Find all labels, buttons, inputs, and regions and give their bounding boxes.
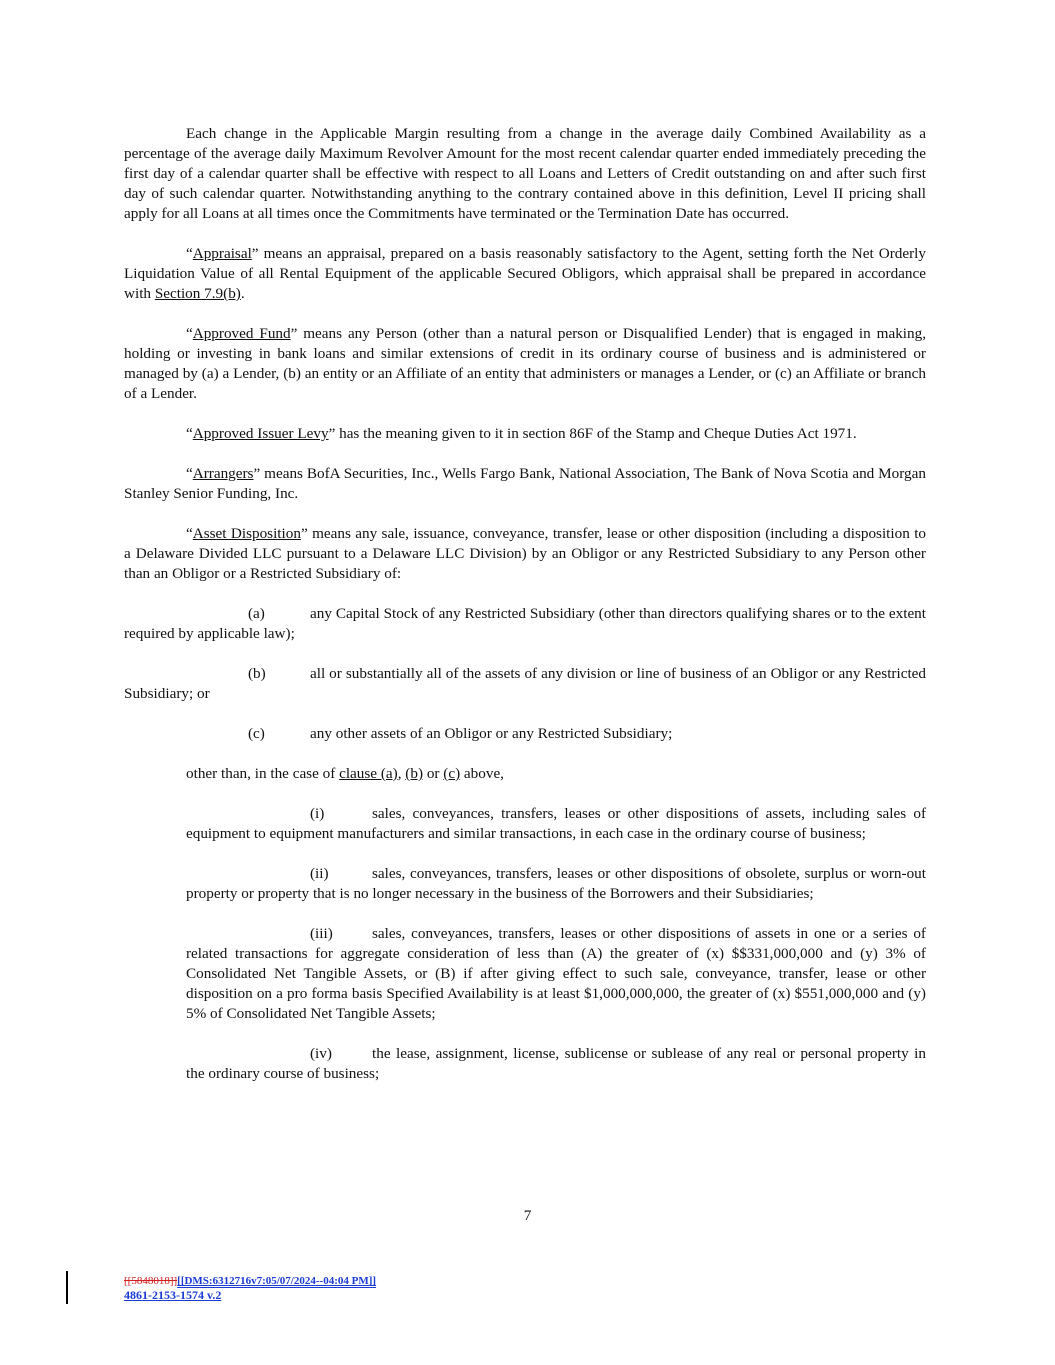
footer-doc-number: 4861-2153-1574 v.2 (124, 1288, 222, 1302)
clause-reference-c: (c) (443, 765, 461, 782)
exception-iii: (iii) sales, conveyances, transfers, leases or other dispositions of assets in one or a series of related transactions for aggregate consideration of less than (A) the greater of (x) $$331,000,000 and (y) 3% of Consolidated Net Tangible Assets, or (B) if after giving effect to such sale, conveyance, transfer, lease or other disposition on a pro forma basis Specified Availability is at least $1,000,000,000, the greater of (x) $551,000,000 and (y) 5% of Consolidated Net Tangible Assets; (186, 925, 926, 1022)
inserted-doc-id: [[DMS:6312716v7:05/07/2024--04:04 PM]] (177, 1275, 377, 1287)
clause-reference-b: (b) (405, 765, 424, 782)
change-bar (66, 1271, 68, 1304)
exceptions-block (186, 764, 926, 1084)
clause-label: (a) (248, 605, 265, 622)
clause-b: (b) all or substantially all of the assets of any division or line of business of an Obligor or any Restricted Subsidiary; or (124, 665, 926, 702)
page-number: 7 (523, 1207, 532, 1224)
section-reference: Section 7.9(b) (154, 285, 241, 302)
exception-ii: (ii) sales, conveyances, transfers, leases or other dispositions of obsolete, surplus or worn-out property or property that is no longer necessary in the business of the Borrowers and their Subsidiaries; (186, 865, 926, 902)
exception-iv: (iv) the lease, assignment, license, sublicense or sublease of any real or personal property in the ordinary course of business; (186, 1045, 926, 1082)
clause-c: (c) any other assets of an Obligor or any Restricted Subsidiary; (248, 725, 673, 742)
term-appraisal: Appraisal (192, 245, 252, 262)
term-asset-disposition: Asset Disposition (192, 525, 301, 542)
exception-label: (ii) (310, 865, 329, 882)
exception-label: (i) (310, 805, 325, 822)
clause-a: (a) any Capital Stock of any Restricted Subsidiary (other than directors qualifying shares or to the extent required by applicable law); (124, 605, 926, 642)
clause-label: (b) (248, 665, 266, 682)
clause-reference-a: clause (a) (339, 765, 398, 782)
definition-arrangers: “Arrangers” means BofA Securities, Inc., Wells Fargo Bank, National Association, The Bank of Nova Scotia and Morgan Stanley Senior Funding, Inc. (124, 465, 926, 502)
term-approved-issuer-levy: Approved Issuer Levy (192, 425, 329, 442)
term-approved-fund: Approved Fund (192, 325, 291, 342)
definition-asset-disposition: “Asset Disposition” means any sale, issuance, conveyance, transfer, lease or other disposition (including a disposition to a Delaware Divided LLC pursuant to a Delaware LLC Division) by an Obligor or any Restricted Subsidiary to any Person other than an Obligor or a Restricted Subsidiary of: (124, 525, 927, 582)
exception-label: (iii) (310, 925, 333, 942)
clause-label: (c) (248, 725, 265, 742)
term-arrangers: Arrangers (192, 465, 254, 482)
exception-i: (i) sales, conveyances, transfers, leases or other dispositions of assets, including sales of equipment to equipment manufacturers and similar transactions, in each case in the ordinary course of business; (186, 805, 926, 842)
definition-approved-issuer-levy: “Approved Issuer Levy” has the meaning given to it in section 86F of the Stamp and Cheque Duties Act 1971. (186, 425, 857, 442)
document-footer (124, 1274, 376, 1302)
deleted-doc-id: [[5848018]] (124, 1275, 178, 1287)
definition-approved-fund: “Approved Fund” means any Person (other than a natural person or Disqualified Lender) that is engaged in making, holding or investing in bank loans and similar extensions of credit in its ordinary course of business and is administered or managed by (a) a Lender, (b) an entity or an Affiliate of an entity that administers or manages a Lender, or (c) an Affiliate or branch of a Lender. (124, 325, 926, 402)
document-body (124, 124, 926, 1104)
other-than-line: other than, in the case of clause (a), (b) or (c) above, (186, 765, 504, 782)
exception-label: (iv) (310, 1045, 332, 1062)
paragraph-applicable-margin: Each change in the Applicable Margin resulting from a change in the average daily Combined Availability as a percentage of the average daily Maximum Revolver Amount for the most recent calendar quarter ended immediately preceding the first day of a calendar quarter shall be effective with respect to all Loans and Letters of Credit outstanding on and after such first day of such calendar quarter. Notwithstanding anything to the contrary contained above in this definition, Level II pricing shall apply for all Loans at all times once the Commitments have terminated or the Termination Date has occurred. (124, 125, 926, 222)
definition-appraisal: “Appraisal” means an appraisal, prepared on a basis reasonably satisfactory to the Agent, setting forth the Net Orderly Liquidation Value of all Rental Equipment of the applicable Secured Obligors, which appraisal shall be prepared in accordance with Section 7.9(b). (124, 245, 926, 302)
footer-dms-line (124, 1274, 376, 1288)
